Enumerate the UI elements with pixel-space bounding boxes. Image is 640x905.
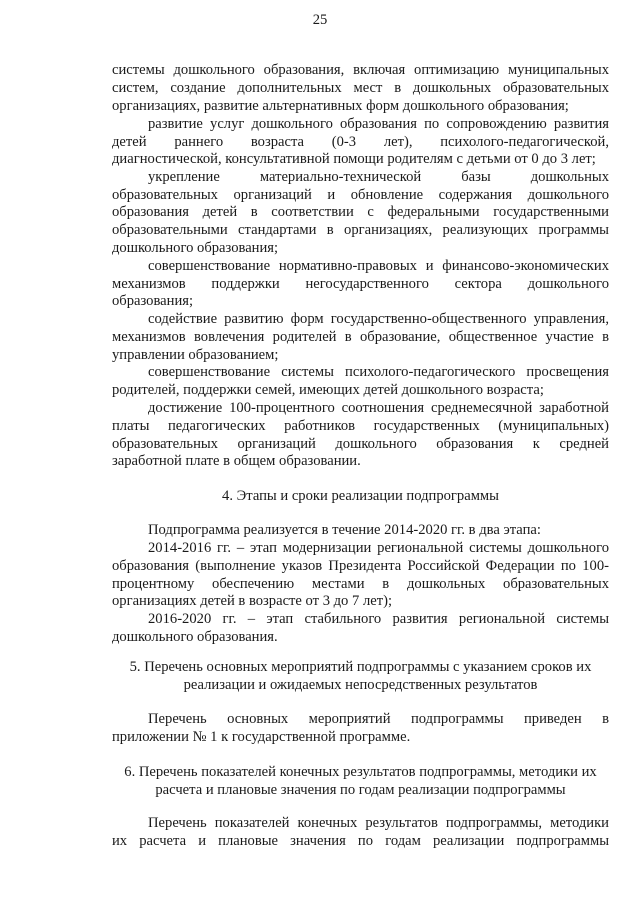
text-line: организациях, развитие альтернативных форм дошкольного образования;	[112, 98, 569, 114]
text-line: платы педагогических работников государственных (муниципальных)	[112, 418, 609, 434]
text-line: совершенствование нормативно-правовых и финансово-экономических	[148, 258, 609, 274]
text-line: образовательных организаций и обновление содержания дошкольного	[112, 187, 609, 203]
text-line: 2014-2016 гг. – этап модернизации региональной системы дошкольного	[148, 540, 609, 556]
text-line: детей раннего возраста (0-3 лет), психолого-педагогической,	[112, 134, 609, 150]
text-line: укрепление материально-технической базы дошкольных	[148, 169, 609, 185]
text-line: образования детей в соответствии с федеральными государственными	[112, 204, 609, 220]
text-line: дошкольного образования.	[112, 629, 278, 645]
text-line: образовательными стандартами в организациях, реализующих программы	[112, 222, 609, 238]
text-line: системы дошкольного образования, включая оптимизацию муниципальных	[112, 62, 609, 78]
section-heading-5: 5. Перечень основных мероприятий подпрограммы с указанием сроков их	[129, 659, 592, 675]
text-line: систем, создание дополнительных мест в дошкольных образовательных	[112, 80, 609, 96]
page-number: 25	[312, 12, 328, 28]
text-line: развитие услуг дошкольного образования по сопровождению развития	[148, 116, 609, 132]
text-line: содействие развитию форм государственно-общественного управления,	[148, 311, 609, 327]
text-line: образовательных организаций дошкольного образования к средней	[112, 436, 609, 452]
text-line: Подпрограмма реализуется в течение 2014-2020 гг. в два этапа:	[148, 522, 541, 538]
text-line: приложении № 1 к государственной программе.	[112, 729, 411, 745]
text-line: образования;	[112, 293, 194, 309]
section-heading-4: 4. Этапы и сроки реализации подпрограммы	[222, 488, 499, 504]
text-line: механизмов поддержки негосударственного сектора дошкольного	[112, 276, 609, 292]
text-line: дошкольного образования;	[112, 240, 279, 256]
section-heading-5-cont: реализации и ожидаемых непосредственных результатов	[183, 677, 538, 693]
text-line: управлении образованием;	[112, 347, 279, 363]
text-line: совершенствование системы психолого-педагогического просвещения	[148, 364, 609, 380]
text-line: родителей, поддержки семей, имеющих детей дошкольного возраста;	[112, 382, 544, 398]
text-line: механизмов вовлечения родителей в образование, общественное участие в	[112, 329, 609, 345]
text-line: 2016-2020 гг. – этап стабильного развития региональной системы	[148, 611, 609, 627]
section-heading-6: 6. Перечень показателей конечных результатов подпрограммы, методики их	[124, 764, 597, 780]
text-line: образования (выполнение указов Президента Российской Федерации по 100-	[112, 558, 609, 574]
text-line: Перечень показателей конечных результатов подпрограммы, методики	[148, 815, 609, 831]
text-line: диагностической, консультативной помощи родителям с детьми от 0 до 3 лет;	[112, 151, 596, 167]
text-line: заработной плате в общем образовании.	[112, 453, 361, 469]
section-heading-6-cont: расчета и плановые значения по годам реализации подпрограммы	[155, 782, 566, 798]
text-line: их расчета и плановые значения по годам реализации подпрограммы	[112, 833, 609, 849]
text-line: организациях детей в возрасте от 3 до 7 лет);	[112, 593, 393, 609]
text-line: достижение 100-процентного соотношения среднемесячной заработной	[148, 400, 609, 416]
text-line: Перечень основных мероприятий подпрограммы приведен в	[148, 711, 609, 727]
text-line: процентному обеспечению местами в дошкольных образовательных	[112, 576, 609, 592]
